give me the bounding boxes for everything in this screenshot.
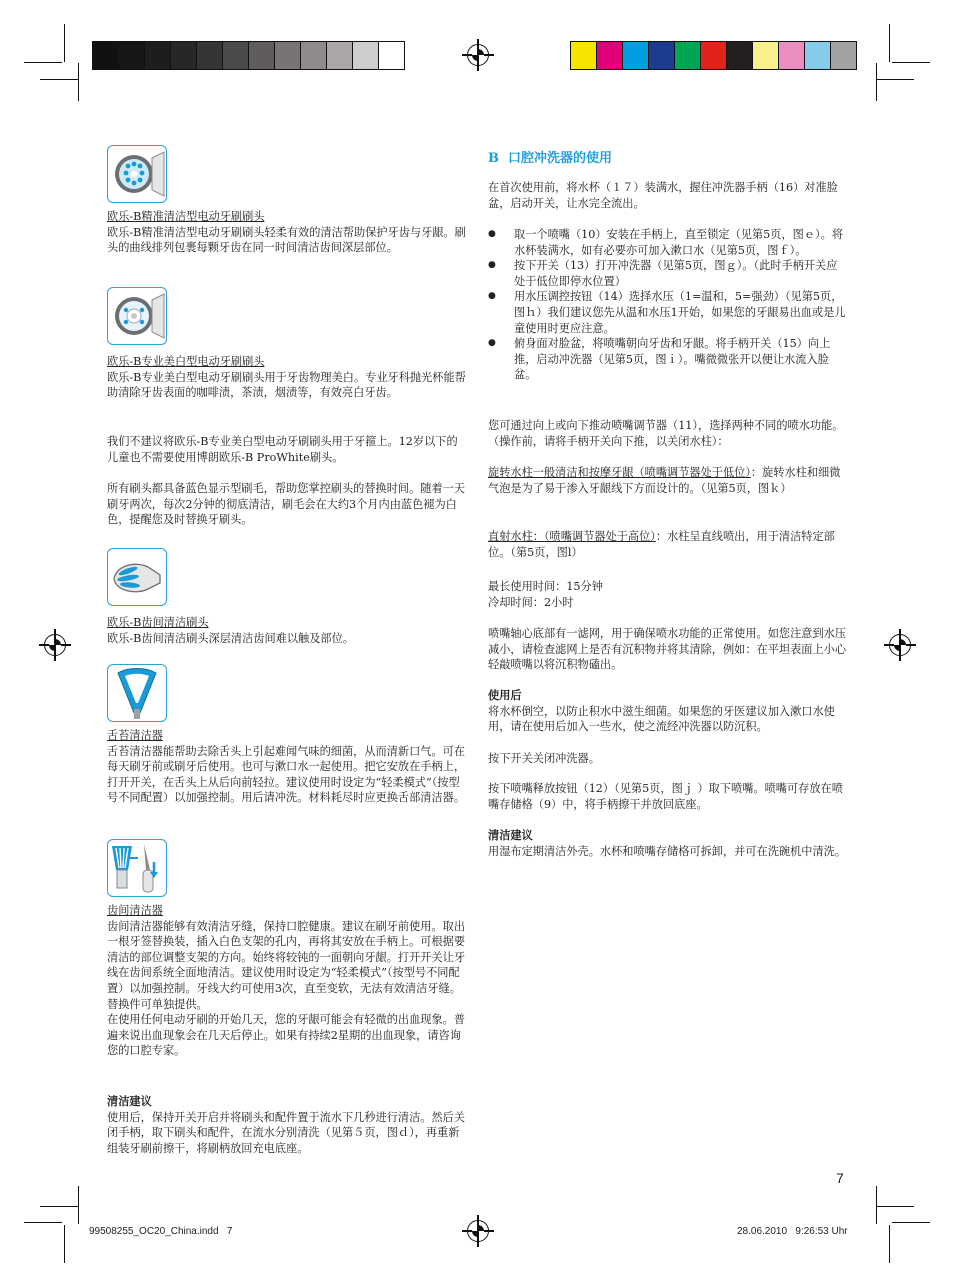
section-title: 清洁建议 <box>107 1094 152 1108</box>
color-swatch <box>727 42 753 69</box>
mode-title: 旋转水柱一般清洁和按摩牙龈（喷嘴调节器处于低位） <box>488 466 751 479</box>
rotating-jet-mode <box>488 465 848 496</box>
crop-mark <box>889 24 890 62</box>
paragraph: 在首次使用前，将水杯（１７）装满水，握住冲洗器手柄（16）对准脸盆，启动开关，让水完全流出。 <box>488 181 838 210</box>
cooling-time: 冷却时间：2小时 <box>488 595 574 609</box>
interdental-cleaner-icon <box>107 839 167 897</box>
right-cleaning-section <box>488 828 848 859</box>
grayscale-color-bar <box>92 41 405 70</box>
tongue-cleaner-section <box>107 728 467 806</box>
precision-clean-section <box>107 209 467 256</box>
crop-mark <box>876 1206 914 1207</box>
crop-mark <box>64 24 65 62</box>
color-swatch <box>197 42 223 69</box>
release-nozzle-note <box>488 781 848 812</box>
section-body: 齿间清洁器能够有效清洁牙缝，保持口腔健康。建议在刷牙前使用。取出一根牙签替换装，插入白色支架的孔内，再将其安放在手柄上。可根据要清洁的部位调整支架的方向。始终将较钝的一面朝向牙龈。打开开关让牙线在齿间系统全面地清洁。建议使用时设定为“轻柔模式”（按型号不同配置）以加强控制。牙线大约可使用3次，直至变软，无法有效清洁牙缝。替换件可单独提供。 <box>107 919 466 1011</box>
interspace-section <box>107 615 467 646</box>
crop-mark <box>40 1206 78 1207</box>
crop-mark <box>78 63 79 101</box>
crop-mark <box>889 1225 890 1263</box>
crop-mark <box>876 63 877 101</box>
color-swatch <box>831 42 856 69</box>
color-swatch <box>753 42 779 69</box>
section-title: 欧乐-B齿间清洁刷头 <box>107 616 209 629</box>
section-body: 欧乐-B精准清洁型电动牙刷刷头轻柔有效的清洁帮助保护牙齿与牙龈。刷头的曲线排列包裹每颗牙齿在同一时间清洁齿间深层部位。 <box>107 225 466 255</box>
section-body: 欧乐-B专业美白型电动牙刷刷头用于牙齿物理美白。专业牙科抛光杯能帮助清除牙齿表面的咖啡渍，茶渍，烟渍等，有效亮白牙齿。 <box>107 370 466 400</box>
list-item: ● 取一个喷嘴（10）安装在手柄上，直至锁定（见第5页，图ｅ）。将水杯装满水，如有必要亦可加入漱口水（见第5页，图ｆ）。 <box>488 227 848 258</box>
crop-mark <box>24 1222 62 1223</box>
tongue-cleaner-icon <box>107 664 167 722</box>
crop-mark <box>78 1186 79 1224</box>
crop-mark <box>24 62 62 63</box>
section-title: 使用后 <box>488 688 522 702</box>
right-intro <box>488 180 848 211</box>
crop-mark <box>876 1186 877 1224</box>
list-item: ● 用水压调控按钮（14）选择水压（1=温和，5=强劲）（见第5页，图ｈ）我们建议您先从温和水压1开始，如果您的牙龈易出血或是儿童使用时更应注意。 <box>488 289 848 336</box>
section-body: 用湿布定期清洁外壳。水杯和喷嘴存储格可拆卸，并可在洗碗机中清洗。 <box>488 844 847 858</box>
section-title: 欧乐-B专业美白型电动牙刷刷头 <box>107 355 265 368</box>
color-swatch <box>249 42 275 69</box>
interspace-brush-head-icon <box>107 548 167 606</box>
paragraph: 按下开关关闭冲洗器。 <box>488 752 600 765</box>
color-swatch <box>353 42 379 69</box>
section-body: 将水杯倒空，以防止积水中滋生细菌。如果您的牙医建议加入漱口水使用，请在使用后加入一些水，使之流经冲洗器以防沉积。 <box>488 704 835 734</box>
crop-mark <box>876 79 914 80</box>
color-swatch <box>145 42 171 69</box>
footer-timestamp: 28.06.2010 9:26:53 Uhr <box>737 1226 848 1237</box>
color-swatch <box>171 42 197 69</box>
page-number: 7 <box>836 1170 844 1186</box>
color-swatch <box>93 42 119 69</box>
section-title: 清洁建议 <box>488 828 533 842</box>
color-swatch <box>701 42 727 69</box>
crop-mark <box>892 62 930 63</box>
mode-title: 直射水柱：（喷嘴调节器处于高位） <box>488 530 656 543</box>
page-heading: B 口腔冲洗器的使用 <box>488 151 613 166</box>
process-color-bar <box>570 41 857 70</box>
color-swatch <box>623 42 649 69</box>
left-cleaning-section <box>107 1094 467 1156</box>
list-item: ● 按下开关（13）打开冲洗器（见第5页，图ｇ）。（此时手柄开关应处于低位即停水位置） <box>488 258 848 289</box>
color-swatch <box>779 42 805 69</box>
section-body: 使用后，保持开关开启并将刷头和配件置于流水下几秒进行清洁。然后关闭手柄，取下刷头和配件，在流水分别清洗（见第５页，图ｄ），再重新组装牙刷前擦干，将刷柄放回充电底座。 <box>107 1110 466 1155</box>
registration-mark-icon <box>889 634 911 656</box>
color-swatch <box>275 42 301 69</box>
filter-note <box>488 626 848 673</box>
section-title: 齿间清洁器 <box>107 904 163 917</box>
registration-mark-icon <box>44 634 66 656</box>
footer-file-info: 99508255_OC20_China.indd 7 <box>89 1226 233 1237</box>
registration-mark-icon <box>467 1220 489 1242</box>
section-body: 欧乐-B齿间清洁刷头深层清洁齿间难以触及部位。 <box>107 631 354 645</box>
paragraph: 在使用任何电动牙刷的开始几天，您的牙龈可能会有轻微的出血现象。普遍来说出血现象会在几天后停止。如果有持续2星期的出血现象，请咨询您的口腔专家。 <box>107 1013 466 1058</box>
paragraph: 喷嘴轴心底部有一滤网，用于确保喷水功能的正常使用。如您注意到水压减小，请检查滤网上是否有沉积物并将其清除，例如：在平坦表面上小心轻敲喷嘴以将沉积物磕出。 <box>488 627 847 672</box>
color-swatch <box>805 42 831 69</box>
pro-white-brush-head-icon <box>107 287 167 345</box>
section-body: 舌苔清洁器能帮助去除舌头上引起难闻气味的细菌，从而清新口气。可在每天刷牙前或刷牙后使用。也可与漱口水一起使用。把它安放在手柄上，打开开关，在舌头上从后向前轻拉。建议使用时设定为“轻柔模式”（按型号不同配置）以加强控制。用后请冲洗。材料耗尽时应更换舌部清洁器。 <box>107 744 466 805</box>
paragraph: 您可通过向上或向下推动喷嘴调节器（11），选择两种不同的喷水功能。（操作前，请将手柄开关向下推，以关闭水柱）： <box>488 419 844 448</box>
paragraph: 按下喷嘴释放按钮（12）（见第5页，图ｊ ）取下喷嘴。喷嘴可存放在喷嘴存储格（9）中，将手柄擦干并放回底座。 <box>488 782 843 811</box>
color-swatch <box>119 42 145 69</box>
color-swatch <box>675 42 701 69</box>
paragraph: 我们不建议将欧乐-B专业美白型电动牙刷刷头用于牙箍上。12岁以下的儿童也不需要使用博朗欧乐-B ProWhite刷头。 <box>107 435 458 464</box>
crop-mark <box>892 1222 930 1223</box>
color-swatch <box>327 42 353 69</box>
crop-mark <box>40 79 78 80</box>
switch-off-note <box>488 751 848 767</box>
section-title: 舌苔清洁器 <box>107 729 163 742</box>
usage-times <box>488 579 848 610</box>
indicator-bristles-note <box>107 481 467 528</box>
section-title: 欧乐-B精准清洁型电动牙刷刷头 <box>107 210 265 223</box>
mode-description: ：旋转水柱和细微气泡是为了易于渗入牙龈线下方而设计的。（见第5页，图ｋ） <box>488 466 841 495</box>
spray-modes-intro <box>488 418 848 449</box>
color-swatch <box>301 42 327 69</box>
interdental-cleaner-section <box>107 903 467 1059</box>
color-swatch <box>649 42 675 69</box>
color-swatch <box>597 42 623 69</box>
crop-mark <box>64 1225 65 1263</box>
after-use-section <box>488 688 848 735</box>
registration-mark-icon <box>467 44 489 66</box>
color-swatch <box>223 42 249 69</box>
paragraph: 所有刷头都具备蓝色显示型刷毛，帮助您掌控刷头的替换时间。随着一天刷牙两次，每次2分钟的彻底清洁，刷毛会在大约3个月内由蓝色褪为白色，提醒您及时替换牙刷头。 <box>107 482 466 527</box>
straight-jet-mode <box>488 529 848 560</box>
max-usage-time: 最长使用时间：15分钟 <box>488 580 603 593</box>
color-swatch <box>571 42 597 69</box>
pro-white-note <box>107 434 467 465</box>
color-swatch <box>379 42 404 69</box>
mode-description: ：水柱呈直线喷出，用于清洁特定部位。（第5页，图l） <box>488 530 835 559</box>
steps-list <box>488 227 848 383</box>
precision-clean-brush-head-icon <box>107 145 167 203</box>
pro-white-section <box>107 354 467 401</box>
list-item: ● 俯身面对脸盆，将喷嘴朝向牙齿和牙龈。将手柄开关（15）向上推，启动冲洗器（见第5页，图ｉ）。嘴微微张开以便让水流入脸盆。 <box>488 336 848 383</box>
